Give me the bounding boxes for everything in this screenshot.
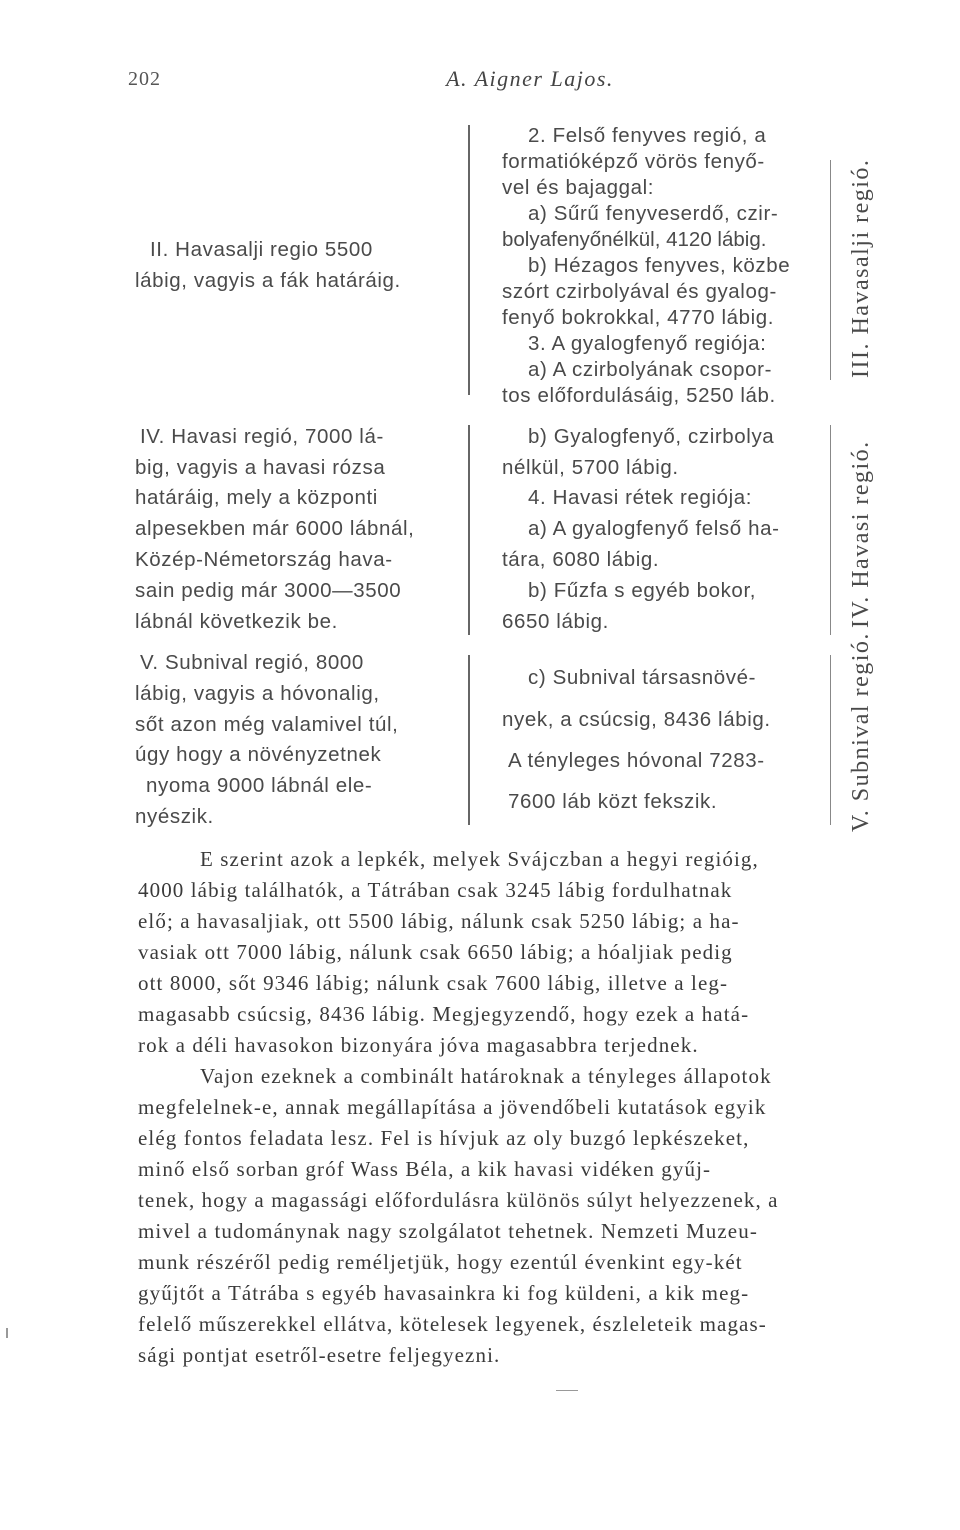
region-iii-line: bolyafenyőnélkül, 4120 lábig. (502, 228, 767, 251)
page-number: 202 (128, 68, 161, 90)
body-line: tenek, hogy a magassági előfordulásra különös súlyt helyezzenek, a (138, 1188, 779, 1212)
body-line: elég fontos feladata lesz. Fel is hívjuk az oly buzgó lepkészeket, (138, 1126, 750, 1150)
region-iii-line: fenyő bokrokkal, 4770 lábig. (502, 306, 775, 329)
body-line: felelő műszerekkel ellátva, kötelesek legyenek, észleleteik magas- (138, 1312, 767, 1336)
body-line: Vajon ezeknek a combinált határoknak a tényleges állapotok (200, 1064, 772, 1088)
body-line: megfelelnek-e, annak megállapítása a jövendőbeli kutatások egyik (138, 1095, 767, 1119)
region-v-line: úgy hogy a növényzetnek (135, 743, 382, 766)
region-iii-line: formatióképző vörös fenyő- (502, 150, 765, 173)
body-line: vasiak ott 7000 lábig, nálunk csak 6650 lábig; a hóaljiak pedig (138, 940, 733, 964)
region-v-line: nyek, a csúcsig, 8436 lábig. (502, 708, 771, 731)
region-iii-line: szórt czirbolyával és gyalog- (502, 280, 777, 303)
region-v-line: V. Subnival regió, 8000 (140, 651, 364, 674)
region-iv-line: alpesekben már 6000 lábnál, (135, 517, 415, 540)
region-iii-line: a) A czirbolyának csopor- (528, 358, 773, 381)
region-iii-line: vel és bajaggal: (502, 176, 655, 199)
region-v-line: sőt azon még valamivel túl, (135, 713, 399, 736)
body-line: mivel a tudománynak nagy szolgálatot tehetnek. Nemzeti Muzeu- (138, 1219, 758, 1243)
body-line: minő első sorban gróf Wass Béla, a kik havasi vidéken gyűj- (138, 1157, 712, 1181)
side-label-region-v: V. Subnival regió. (848, 632, 874, 832)
region-v-line: 7600 láb közt fekszik. (508, 790, 718, 813)
region-iv-line: határáig, mely a központi (135, 486, 378, 509)
region-v-line: lábig, vagyis a hóvonalig, (135, 682, 380, 705)
region-iii-line: 3. A gyalogfenyő regiója: (528, 332, 767, 355)
side-bar (830, 425, 831, 635)
stray-mark (556, 1390, 578, 1391)
brace-line (468, 425, 470, 635)
region-iv-line: IV. Havasi regió, 7000 lá- (140, 425, 384, 448)
region-iv-line: 4. Havasi rétek regiója: (528, 486, 753, 509)
region-iv-line: tára, 6080 lábig. (502, 548, 660, 571)
body-line: gyűjtőt a Tátrába s egyéb havasainkra ki fog küldeni, a kik meg- (138, 1281, 750, 1305)
region-iv-line: b) Gyalogfenyő, czirbolya (528, 425, 775, 448)
region-iii-line: b) Hézagos fenyves, közbe (528, 254, 791, 277)
side-bar (830, 655, 831, 825)
region-iv-line: Közép-Németország hava- (135, 548, 393, 571)
region-v-line: A tényleges hóvonal 7283- (508, 749, 765, 772)
region-iv-line: big, vagyis a havasi rózsa (135, 456, 386, 479)
side-label-region-iv: IV. Havasi regió. (848, 440, 874, 628)
region-v-line: c) Subnival társasnövé- (528, 666, 757, 689)
body-line: munk részéről pedig reméljetjük, hogy ezentúl évenkint egy-két (138, 1250, 743, 1274)
region-iii-line: 2. Felső fenyves regió, a (528, 124, 767, 147)
region-iv-line: sain pedig már 3000—3500 (135, 579, 402, 602)
body-line: rok a déli havasokon bizonyára jóva magasabbra terjednek. (138, 1033, 699, 1057)
region-iv-line: 6650 lábig. (502, 610, 609, 633)
region-iv-line: nélkül, 5700 lábig. (502, 456, 679, 479)
body-line: sági pontjat esetről-esetre feljegyezni. (138, 1343, 501, 1367)
region-iv-line: lábnál következik be. (135, 610, 338, 633)
region-ii-line: lábig, vagyis a fák határáig. (135, 269, 401, 292)
side-label-region-iii: III. Havasalji regió. (848, 158, 874, 378)
region-iii-line: tos előfordulásáig, 5250 láb. (502, 384, 776, 407)
brace-line (468, 655, 470, 825)
body-line: elő; a havasaljiak, ott 5500 lábig, nálunk csak 5250 lábig; a ha- (138, 909, 740, 933)
side-bar (830, 160, 831, 380)
body-line: E szerint azok a lepkék, melyek Svájczban a hegyi regióig, (200, 847, 759, 871)
region-v-line: nyészik. (135, 805, 214, 828)
region-iv-line: b) Fűzfa s egyéb bokor, (528, 579, 757, 602)
body-line: 4000 lábig találhatók, a Tátrában csak 3245 lábig fordulhatnak (138, 878, 733, 902)
region-iii-line: a) Sűrű fenyveserdő, czir- (528, 202, 779, 225)
running-head: A. Aigner Lajos. (446, 66, 614, 91)
stray-mark (6, 1328, 8, 1338)
region-v-line: nyoma 9000 lábnál ele- (146, 774, 373, 797)
brace-line (468, 125, 470, 395)
body-line: magasabb csúcsig, 8436 lábig. Megjegyzendő, hogy ezek a hatá- (138, 1002, 750, 1026)
region-iv-line: a) A gyalogfenyő felső ha- (528, 517, 780, 540)
body-line: ott 8000, sőt 9346 lábig; nálunk csak 7600 lábig, illetve a leg- (138, 971, 729, 995)
region-ii-line: II. Havasalji regio 5500 (150, 238, 373, 261)
